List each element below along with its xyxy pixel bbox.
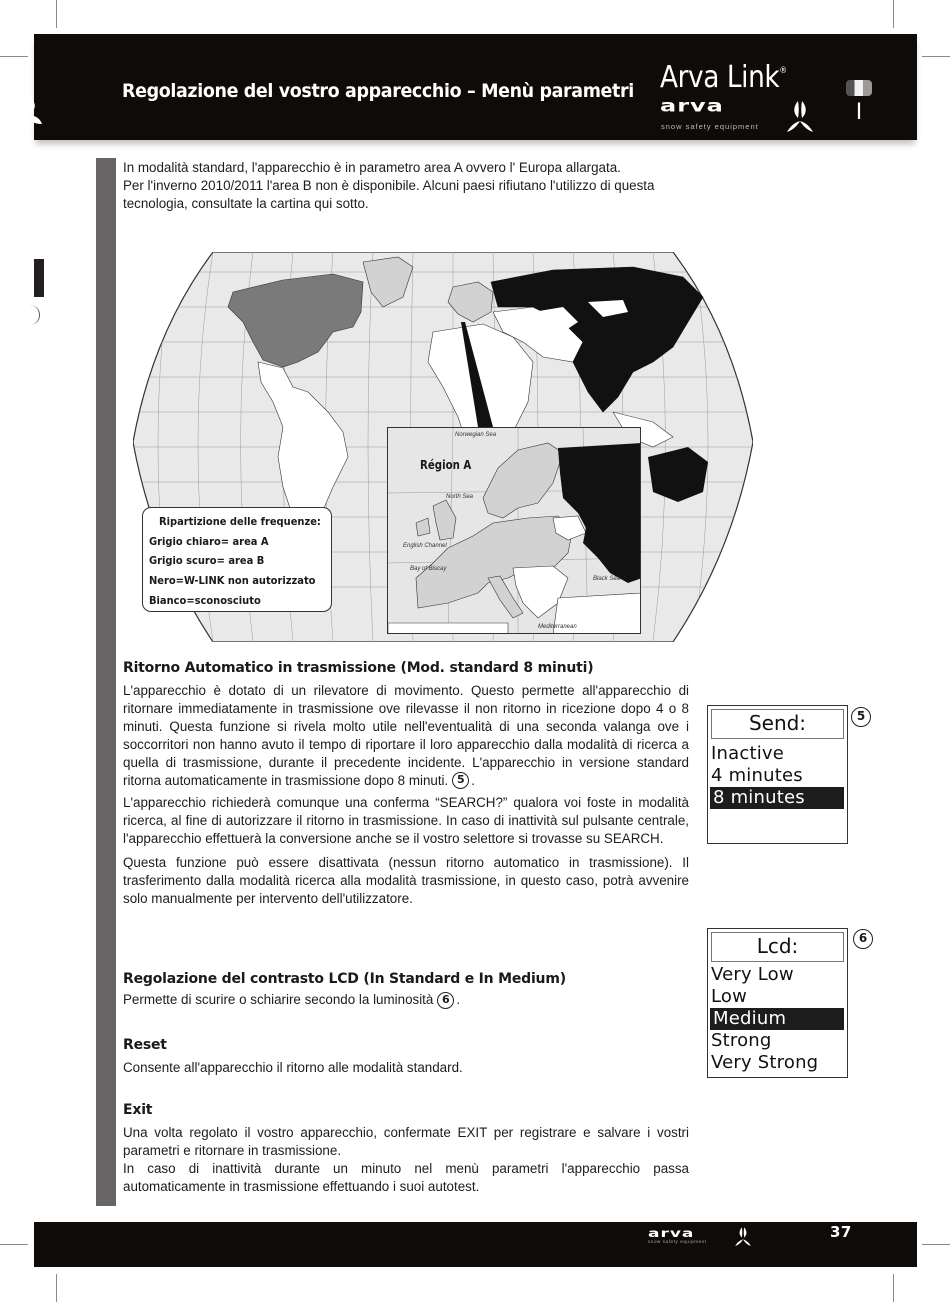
arva-mountain-icon: [785, 99, 815, 135]
legend-item: Grigio scuro= area B: [149, 554, 265, 568]
brand-tagline: snow safety equipment: [661, 122, 759, 131]
section-paragraph: In caso di inattività durante un minuto nel menù parametri l'apparecchio passa automaticamente in trasmissione effettuando i suoi autotest.: [123, 1160, 689, 1194]
crop-mark: [922, 1244, 950, 1245]
section-lcd-contrast: [123, 971, 689, 1009]
menu-option: Low: [711, 986, 748, 1007]
crop-mark: [893, 1274, 894, 1302]
section-heading: Regolazione del contrasto LCD (In Standard e In Medium): [123, 971, 566, 987]
footer-brand-tagline: snow safety equipment: [648, 1239, 707, 1244]
section-tab-arc: [30, 305, 40, 325]
crop-mark: [0, 1244, 28, 1245]
page-footer: [34, 1222, 917, 1267]
menu-option: Very Strong: [711, 1052, 819, 1073]
screen-title: Lcd:: [711, 932, 844, 962]
legend-item: Grigio chiaro= area A: [149, 534, 269, 548]
sea-label: Black Sea: [593, 576, 621, 582]
section-paragraph: L'apparecchio richiederà comunque una conferma “SEARCH?” qualora voi foste in modalità ricerca, al fine di autorizzare il ritorno in trasmissione. In caso di inattività sul pulsante centrale, l'apparecchio effettuerà la conversione anche se il vostro selettore si trovasse su SEARCH.: [123, 795, 689, 847]
paragraph-text: L'apparecchio è dotato di un rilevatore di movimento. Questo permette all'apparecchio di ritornare immediatamente in trasmissione ove rilevasse il non ritorno in ricezione dopo 4 o 8 minuti. Questa funzione si rivela molto utile nell'eventualità di una seconda valanga ove i soccorritori non hanno avuto il tempo di riportare il loro apparecchio dalla modalità di ricerca a quella di trasmissione, durante il precedente incidente. L'apparecchio in versione standard ritorna automaticamente in trasmissione dopo 8 minuti.: [123, 683, 689, 788]
language-indicator: I: [855, 100, 863, 125]
italy-flag-icon: [846, 80, 872, 96]
footer-brand-logo: arva: [648, 1227, 695, 1240]
page-title: Regolazione del vostro apparecchio – Menù parametri: [122, 80, 634, 102]
section-auto-return: [123, 660, 689, 908]
region-a-label: Région A: [420, 458, 472, 472]
section-tab-marker: [34, 259, 44, 297]
crop-mark: [0, 56, 28, 57]
page-number: 37: [830, 1223, 852, 1241]
menu-option-selected: 8 minutes: [710, 787, 844, 809]
section-exit: [123, 1102, 689, 1196]
brand-logo: arva: [660, 95, 724, 116]
content-side-bar: [96, 158, 116, 1206]
section-paragraph: Permette di scurire o schiarire secondo la luminosità 6 .: [123, 992, 461, 1007]
menu-option: Very Low: [711, 964, 794, 985]
lcd-contrast-screen: [707, 928, 848, 1078]
screen-title: Send:: [711, 709, 844, 739]
section-paragraph: L'apparecchio è dotato di un rilevatore di movimento. Questo permette all'apparecchio di ritornare immediatamente in trasmissione ove rilevasse il non ritorno in ricezione dopo 4 o 8 minuti. Questa funzione si rivela molto utile nell'eventualità di una seconda valanga ove i soccorritori non hanno avuto il tempo di riportare il loro apparecchio dalla modalità di ricerca a quella di trasmissione, durante il precedente incidente. L'apparecchio in versione standard ritorna automaticamente in trasmissione dopo 8 minuti. 5 .: [123, 683, 689, 788]
product-name: [660, 60, 787, 95]
arva-mountain-icon: [734, 1226, 752, 1248]
figure-6-badge-icon: 6: [853, 929, 873, 949]
crop-mark: [56, 0, 57, 28]
crop-mark: [893, 0, 894, 28]
section-paragraph: Questa funzione può essere disattivata (nessun ritorno automatico in trasmissione). Il trasferimento dalla modalità ricerca alla modalità trasmissione, in questo caso, potrà avvenire solo manualmente per intervento dell'utilizzatore.: [123, 855, 689, 907]
sea-label: Bay of Biscay: [410, 566, 447, 572]
sea-label: North Sea: [446, 494, 474, 500]
section-heading: Reset: [123, 1037, 167, 1053]
crop-mark: [922, 56, 950, 57]
intro-line: In modalità standard, l'apparecchio è in parametro area A ovvero l' Europa allargata.: [123, 160, 621, 175]
intro-line: tecnologia, consultate la cartina qui sotto.: [123, 195, 369, 211]
intro-paragraph: [123, 159, 689, 213]
section-heading: Exit: [123, 1102, 153, 1118]
product-name-text: Arva Link: [660, 60, 780, 95]
arva-logo-icon: [26, 96, 52, 132]
section-heading: Ritorno Automatico in trasmissione (Mod. standard 8 minuti): [123, 660, 594, 676]
europe-inset-map: [387, 427, 641, 634]
legend-title: Ripartizione delle frequenze:: [159, 515, 321, 528]
intro-line: Per l'inverno 2010/2011 l'area B non è disponibile. Alcuni paesi rifiutano l'utilizzo di questa: [123, 177, 655, 193]
sea-label: Mediterranean: [538, 624, 577, 630]
menu-option: 4 minutes: [711, 765, 803, 786]
figure-5-badge-icon: 5: [851, 707, 871, 727]
figure-ref-5-icon: 5: [452, 772, 469, 789]
menu-option: Inactive: [711, 743, 785, 764]
menu-option-selected: Medium: [710, 1008, 844, 1030]
page-header: [34, 34, 917, 140]
paragraph-text: Permette di scurire o schiarire secondo la luminosità: [123, 992, 434, 1007]
section-paragraph: Consente all'apparecchio il ritorno alle modalità standard.: [123, 1060, 463, 1075]
sea-label: English Channel: [403, 543, 447, 549]
sea-label: Norwegian Sea: [455, 432, 497, 438]
registered-mark: ®: [779, 66, 787, 76]
section-paragraph: Una volta regolato il vostro apparecchio, confermate EXIT per registrare e salvare i vostri parametri e ritornare in trasmissione.: [123, 1125, 689, 1158]
legend-item: Nero=W-LINK non autorizzato: [149, 574, 316, 588]
section-reset: [123, 1037, 689, 1077]
figure-ref-6-icon: 6: [437, 992, 454, 1009]
crop-mark: [56, 1274, 57, 1302]
legend-item: Bianco=sconosciuto: [149, 593, 261, 607]
send-menu-screen: [707, 705, 848, 844]
menu-option: Strong: [711, 1030, 772, 1051]
map-legend: [142, 507, 332, 612]
